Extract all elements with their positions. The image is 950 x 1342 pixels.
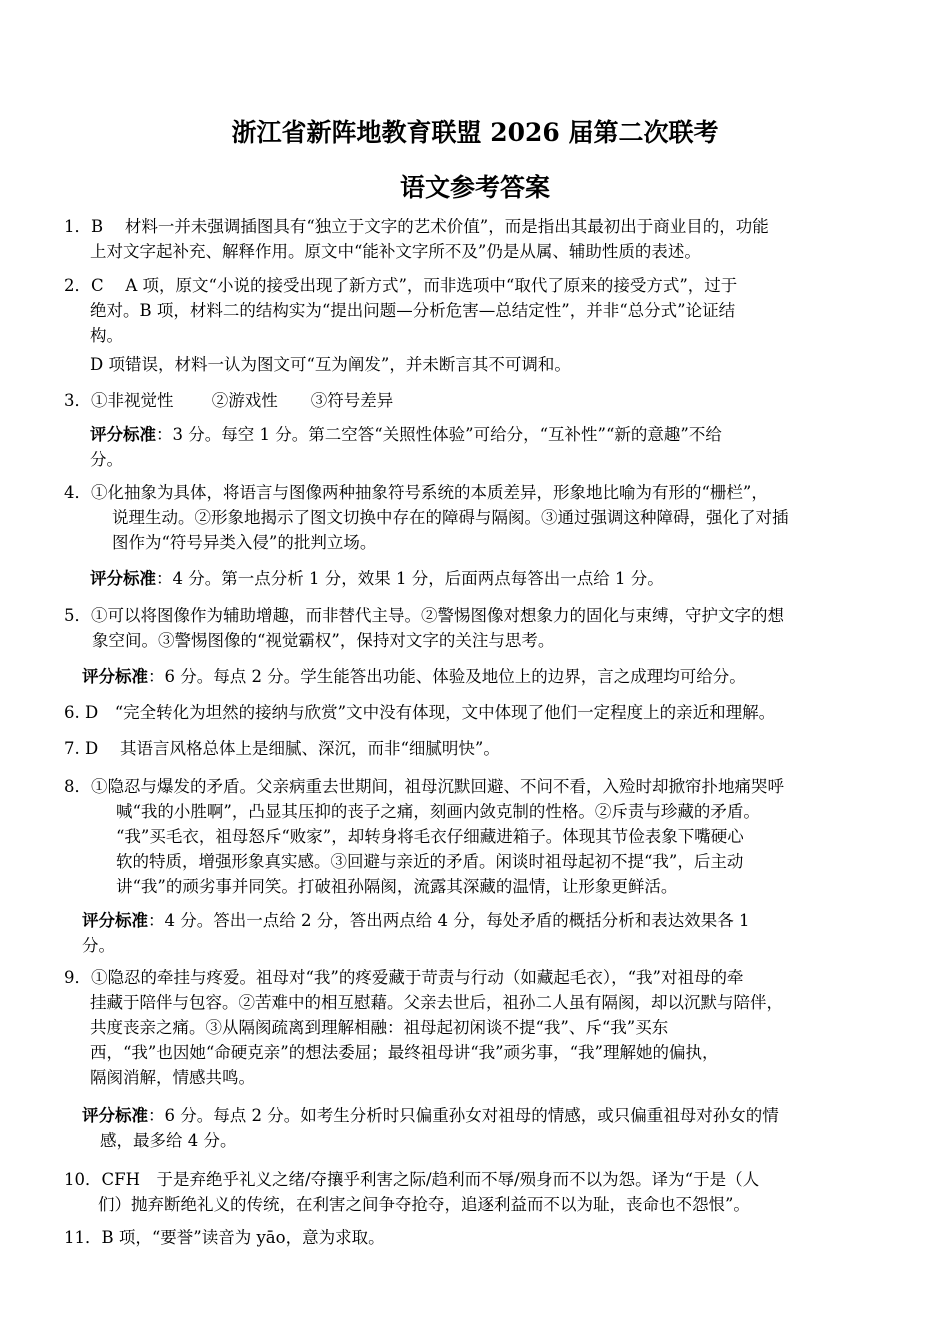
answer-line: 挂藏于陪伴与包容。②苦难中的相互慰藉。父亲去世后，祖孙二人虽有隔阂，却以沉默与陪伴， (90, 993, 783, 1012)
scoring-text: ：4 分。第一点分析 1 分，效果 1 分，后面两点每答出一点给 1 分。 (156, 569, 664, 588)
answer-line: 们）抛弃断绝礼义的传统，在利害之间争夺抢夺，追逐利益而不以为耻，丧命也不怨恨”。 (98, 1195, 750, 1214)
answer-q10 (64, 1167, 759, 1217)
scoring-q5 (82, 664, 746, 689)
answer-q3: 3．①非视觉性 ②游戏性 ③符号差异 (64, 391, 394, 410)
answer-q4 (64, 480, 789, 555)
answer-line: 1．B 材料一并未强调插图具有“独立于文字的艺术价值”，而是指出其最初出于商业目的，功能 (64, 217, 769, 236)
answer-line: 4．①化抽象为具体，将语言与图像两种抽象符号系统的本质差异，形象地比喻为有形的“栅栏”， (64, 483, 768, 502)
answer-line: 喊“我的小胜啊”，凸显其压抑的丧子之痛，刻画内敛克制的性格。②斥责与珍藏的矛盾。 (116, 802, 760, 821)
answer-line: 隔阂消解，情感共鸣。 (90, 1068, 255, 1087)
answer-line: 9．①隐忍的牵挂与疼爱。祖母对“我”的疼爱藏于苛责与行动（如藏起毛衣），“我”对祖母的牵 (64, 968, 744, 987)
answer-q8 (64, 774, 784, 899)
answer-line: 西，“我”也因她“命硬克亲”的想法委屈；最终祖母讲“我”顽劣事，“我”理解她的偏执， (90, 1043, 719, 1062)
scoring-q4 (90, 566, 664, 591)
scoring-label: 评分标准 (82, 1106, 148, 1125)
answer-line: 绝对。B 项，材料二的结构实为“提出问题—分析危害—总结定性”，并非“总分式”论证结 (90, 301, 736, 320)
answer-line: 共度丧亲之痛。③从隔阂疏离到理解相融：祖母起初闲谈不提“我”、斥“我”买东 (90, 1018, 669, 1037)
answer-q9 (64, 965, 783, 1090)
answer-q2 (64, 273, 737, 348)
answer-q7: 7. D 其语言风格总体上是细腻、深沉，而非“细腻明快”。 (64, 739, 500, 758)
scoring-text: 分。 (90, 450, 123, 469)
scoring-text: 感，最多给 4 分。 (100, 1131, 237, 1150)
scoring-text: 分。 (82, 936, 115, 955)
scoring-text: ：6 分。每点 2 分。如考生分析时只偏重孙女对祖母的情感，或只偏重祖母对孙女的情 (148, 1106, 779, 1125)
answer-line: 象空间。③警惕图像的“视觉霸权”，保持对文字的关注与思考。 (92, 631, 555, 650)
answer-line: 10．CFH 于是弃绝乎礼义之绪/夺攘乎利害之际/趋利而不辱/殒身而不以为怨。译为“于是（人 (64, 1170, 760, 1189)
answer-line: 8．①隐忍与爆发的矛盾。父亲病重去世期间，祖母沉默回避、不问不看，入殓时却掀帘扑地痛哭呼 (64, 777, 784, 796)
scoring-q8 (82, 908, 749, 958)
answer-line: 构。 (90, 326, 123, 345)
scoring-text: ：3 分。每空 1 分。第二空答“关照性体验”可给分，“互补性”“新的意趣”不给 (156, 425, 722, 444)
scoring-label: 评分标准 (82, 911, 148, 930)
answer-line: 软的特质，增强形象真实感。③回避与亲近的矛盾。闲谈时祖母起初不提“我”，后主动 (116, 852, 744, 871)
scoring-text: ：4 分。答出一点给 2 分，答出两点给 4 分，每处矛盾的概括分析和表达效果各 1 (148, 911, 750, 930)
answer-line: 上对文字起补充、解释作用。原文中“能补文字所不及”仍是从属、辅助性质的表述。 (90, 242, 701, 261)
answer-line: “我”买毛衣，祖母怒斥“败家”，却转身将毛衣仔细藏进箱子。体现其节俭表象下嘴硬心 (116, 827, 744, 846)
answer-q5 (64, 603, 784, 653)
answer-line: 5．①可以将图像作为辅助增趣，而非替代主导。②警惕图像对想象力的固化与束缚，守护文字的想 (64, 606, 784, 625)
scoring-label: 评分标准 (82, 667, 148, 686)
scoring-text: ：6 分。每点 2 分。学生能答出功能、体验及地位上的边界，言之成理均可给分。 (148, 667, 746, 686)
answer-line: 2．C A 项，原文“小说的接受出现了新方式”，而非选项中“取代了原来的接受方式”，过于 (64, 276, 738, 295)
page-title: 浙江省新阵地教育联盟 2026 届第二次联考 (231, 118, 719, 147)
answer-line: 说理生动。②形象地揭示了图文切换中存在的障碍与隔阂。③通过强调这种障碍，强化了对插 (112, 508, 789, 527)
answer-q2-extra: D 项错误，材料一认为图文可“互为阐发”，并未断言其不可调和。 (90, 355, 571, 374)
answer-q1 (64, 214, 769, 264)
answer-q11: 11．B 项，“要誉”读音为 yāo，意为求取。 (64, 1228, 385, 1247)
scoring-label: 评分标准 (90, 569, 156, 588)
answer-line: 图作为“符号异类入侵”的批判立场。 (112, 533, 377, 552)
answer-q6: 6. D “完全转化为坦然的接纳与欣赏”文中没有体现，文中体现了他们一定程度上的亲近和理解。 (64, 703, 776, 722)
answer-line: 讲“我”的顽劣事并同笑。打破祖孙隔阂，流露其深藏的温情，让形象更鲜活。 (116, 877, 678, 896)
scoring-q3 (90, 422, 722, 472)
page-subtitle: 语文参考答案 (399, 173, 550, 202)
scoring-q9 (82, 1103, 779, 1153)
scoring-label: 评分标准 (90, 425, 156, 444)
